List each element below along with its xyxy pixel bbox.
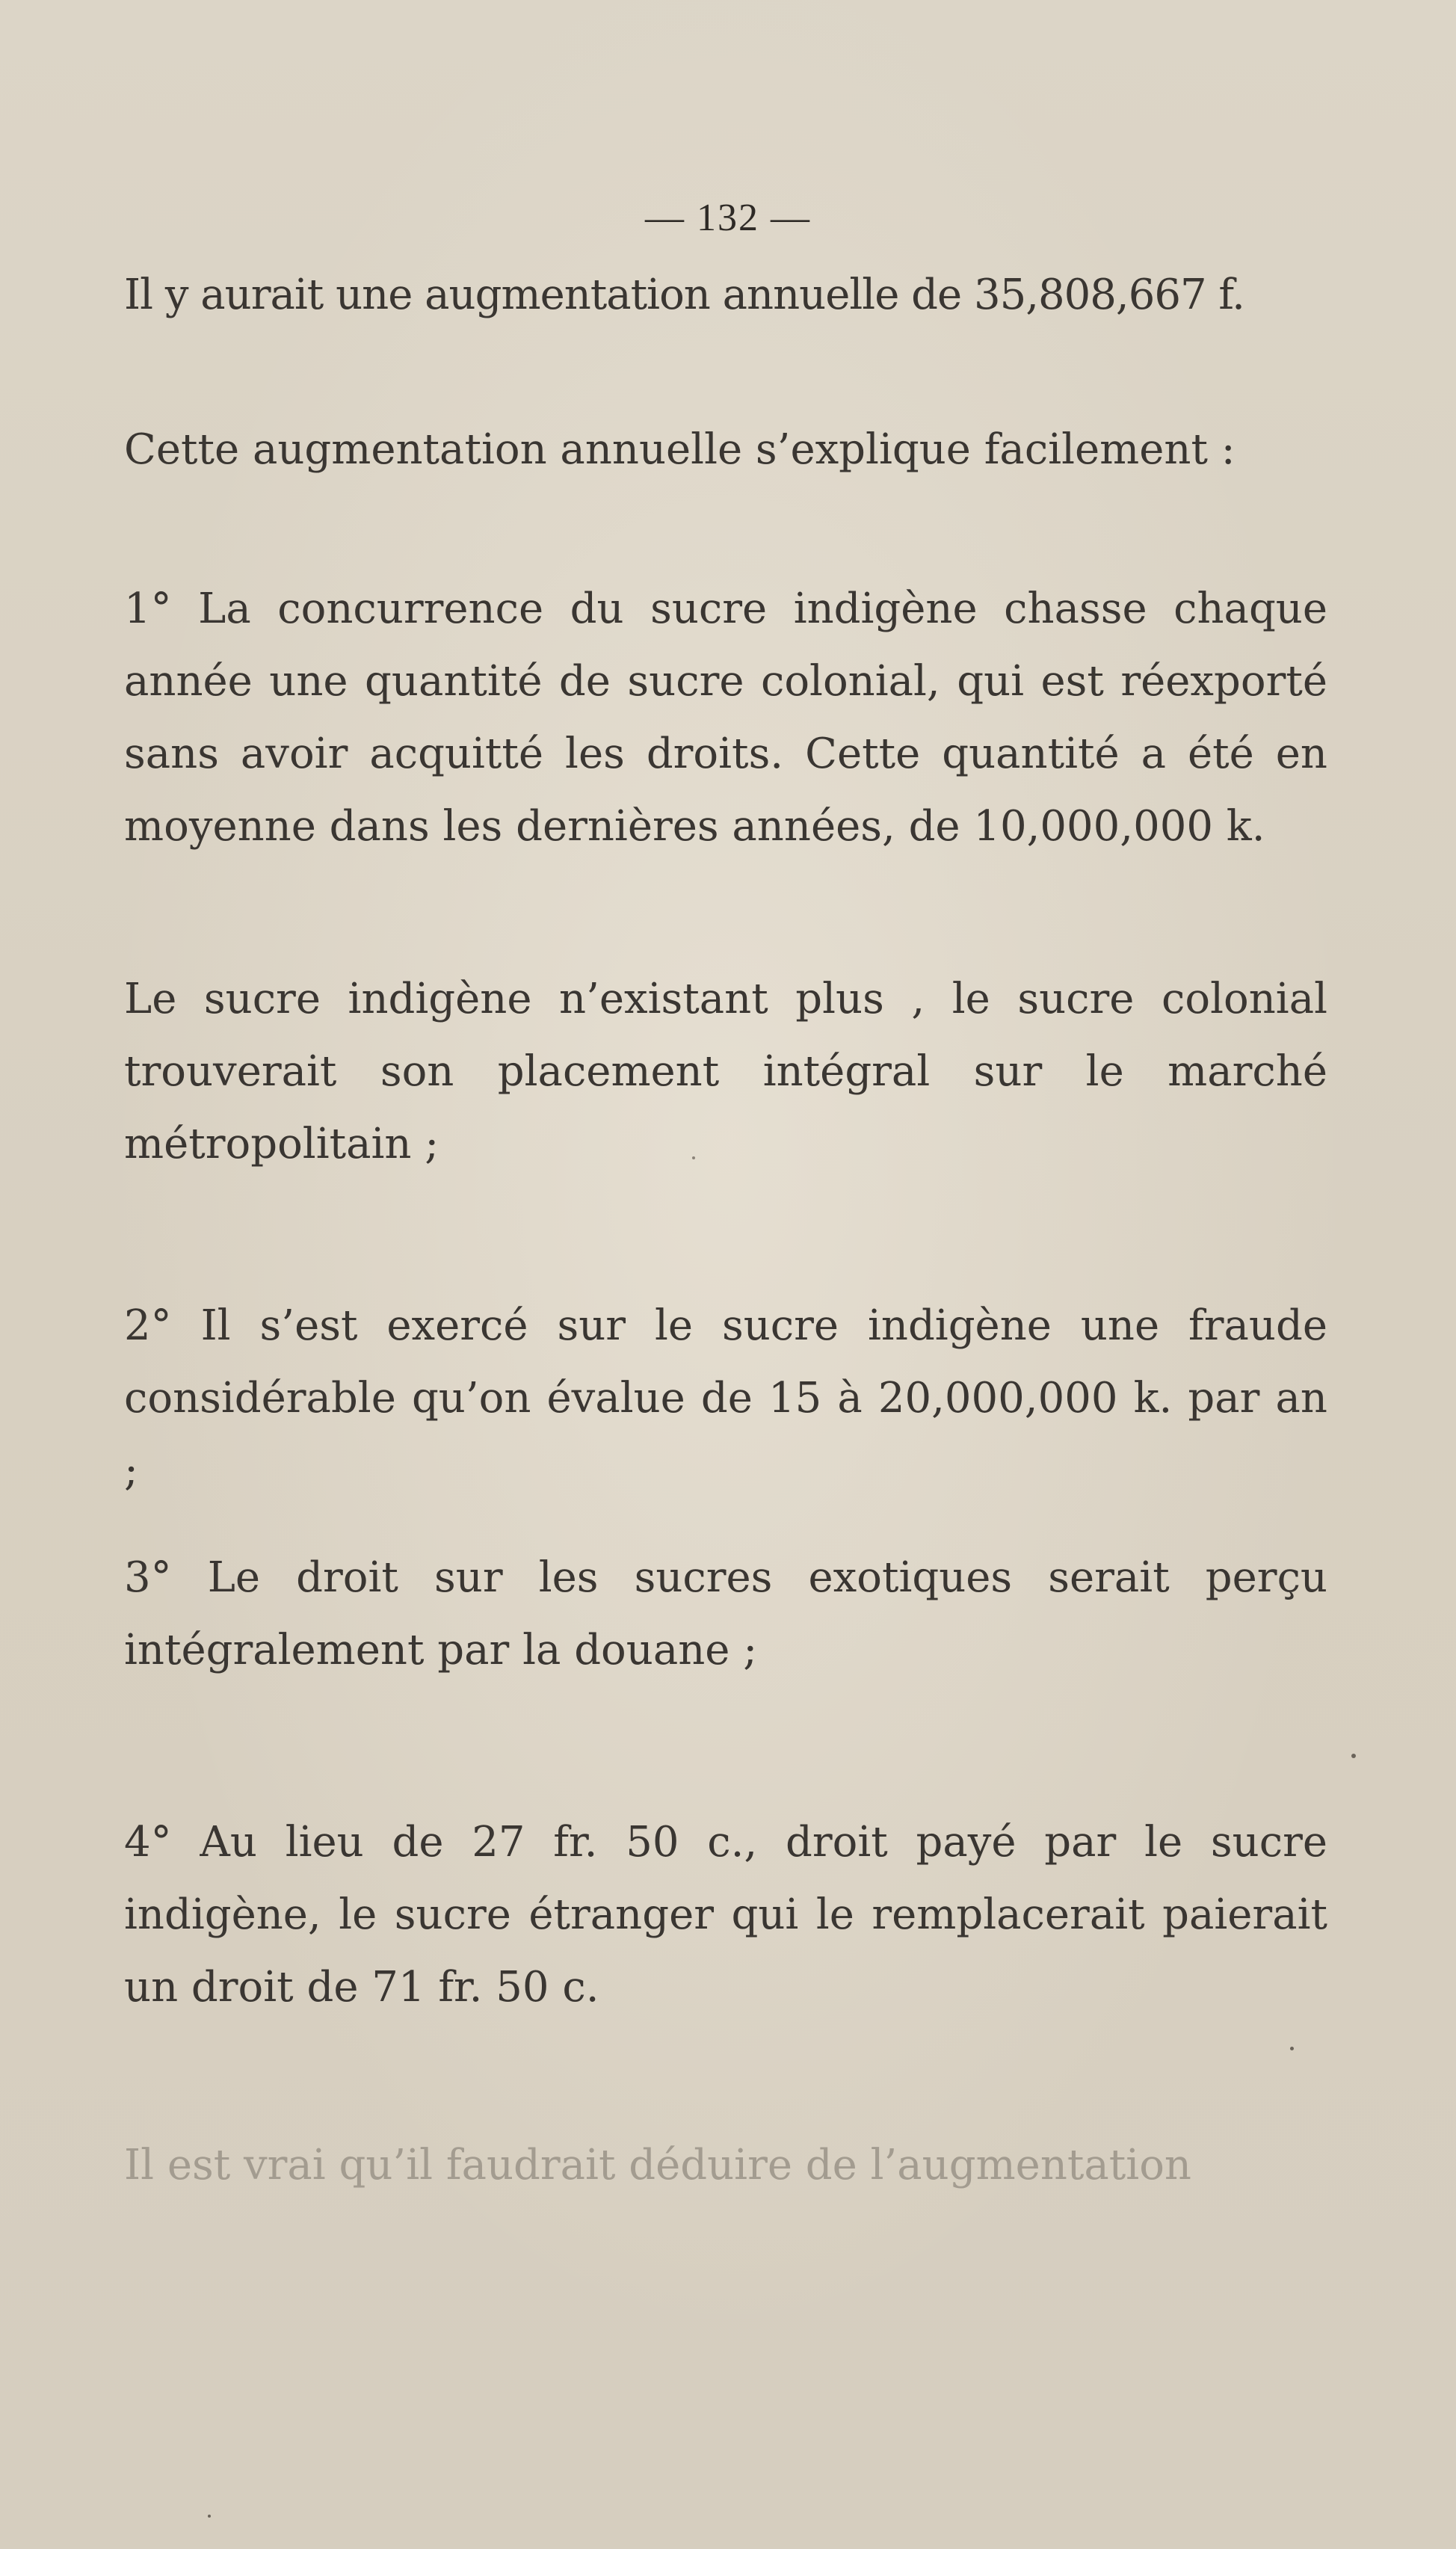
paragraph-continuation-faded: Il est vrai qu’il faudrait déduire de l’augmentation <box>124 2141 1191 2189</box>
paragraph-point-3: 3° Le droit sur les sucres exotiques serait perçu intégralement par la douane ; <box>124 1553 1327 1674</box>
paper-speck <box>1351 1754 1356 1758</box>
paragraph-point-2: 2° Il s’est exercé sur le sucre indigène une fraude considérable qu’on évalue de 15 à 20,000,000 k. par an ; <box>124 1301 1327 1495</box>
page-number-header: — 132 — <box>645 197 811 239</box>
paper-speck <box>1290 2047 1294 2050</box>
paper-speck <box>692 1156 695 1159</box>
paragraph-point-1: 1° La concurrence du sucre indigène chasse chaque année une quantité de sucre colonial, qui est réexporté sans avoir acquitté les droits. Cette quantité a été en moyenne dans les dernières années, de 10,000,000 k. <box>124 585 1327 851</box>
paper-speck <box>208 2515 211 2518</box>
paragraph-indigenous-sugar: Le sucre indigène n’existant plus , le sucre colonial trouverait son placement intégral sur le marché métropolitain ; <box>124 975 1327 1168</box>
paragraph-point-4: 4° Au lieu de 27 fr. 50 c., droit payé par le sucre indigène, le sucre étranger qui le remplacerait paierait un droit de 71 fr. 50 c. <box>124 1818 1327 2012</box>
paragraph-annual-increase: Il y aurait une augmentation annuelle de 35,808,667 f. <box>124 271 1244 319</box>
paragraph-explanation-intro: Cette augmentation annuelle s’explique facilement : <box>124 425 1236 474</box>
